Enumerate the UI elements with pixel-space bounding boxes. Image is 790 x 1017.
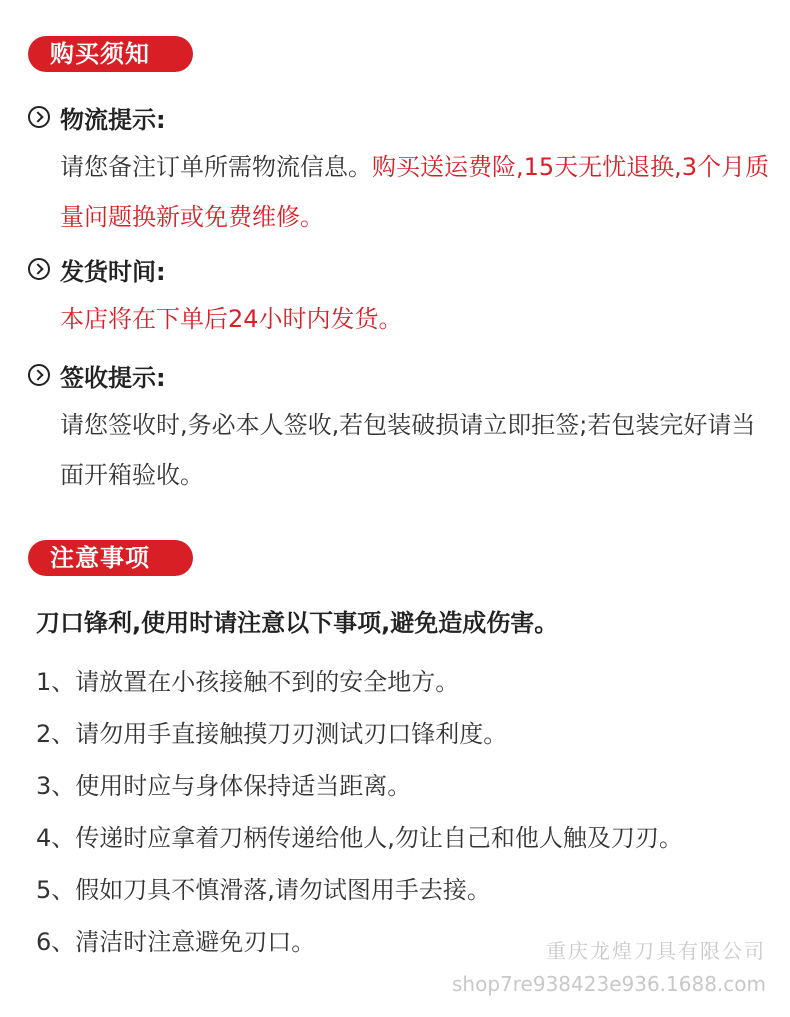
arrow-circle-icon xyxy=(28,106,50,128)
item-title: 发货时间: xyxy=(60,257,166,286)
list-item: 3、使用时应与身体保持适当距离。 xyxy=(36,772,412,800)
body-highlight: 购买送运费险,15天无忧退换,3个月质量问题换新或免费维修。 xyxy=(60,153,770,231)
item-title: 签收提示: xyxy=(60,363,166,392)
list-item: 5、假如刀具不慎滑落,请勿试图用手去接。 xyxy=(36,876,491,904)
item-title: 物流提示: xyxy=(60,105,166,134)
info-item-logistics xyxy=(28,100,778,242)
item-body: 请您签收时,务必本人签收,若包装破损请立即拒签;若包装完好请当面开箱验收。 xyxy=(60,411,756,489)
section-badge-purchase-notes: 购买须知 xyxy=(28,36,193,72)
watermark-url: shop7re938423e936.1688.com xyxy=(452,972,766,996)
body-text: 请您备注订单所需物流信息。 xyxy=(60,153,372,181)
watermark-company: 重庆龙煌刀具有限公司 xyxy=(546,939,766,963)
precautions-intro: 刀口锋利,使用时请注意以下事项,避免造成伤害。 xyxy=(36,609,559,637)
precautions-block xyxy=(36,604,776,968)
item-body: 本店将在下单后24小时内发货。 xyxy=(60,305,403,333)
item-body xyxy=(60,142,775,242)
arrow-circle-icon xyxy=(28,258,50,280)
list-item: 2、请勿用手直接触摸刀刃测试刃口锋利度。 xyxy=(36,720,508,748)
section-badge-precautions: 注意事项 xyxy=(28,540,193,576)
list-item: 6、清洁时注意避免刃口。 xyxy=(36,928,316,956)
list-item: 1、请放置在小孩接触不到的安全地方。 xyxy=(36,668,460,696)
list-item: 4、传递时应拿着刀柄传递给他人,勿让自己和他人触及刀刃。 xyxy=(36,824,683,852)
arrow-circle-icon xyxy=(28,364,50,386)
info-item-receipt xyxy=(28,358,778,500)
precautions-list xyxy=(36,656,776,968)
info-item-shipping-time xyxy=(28,252,778,344)
